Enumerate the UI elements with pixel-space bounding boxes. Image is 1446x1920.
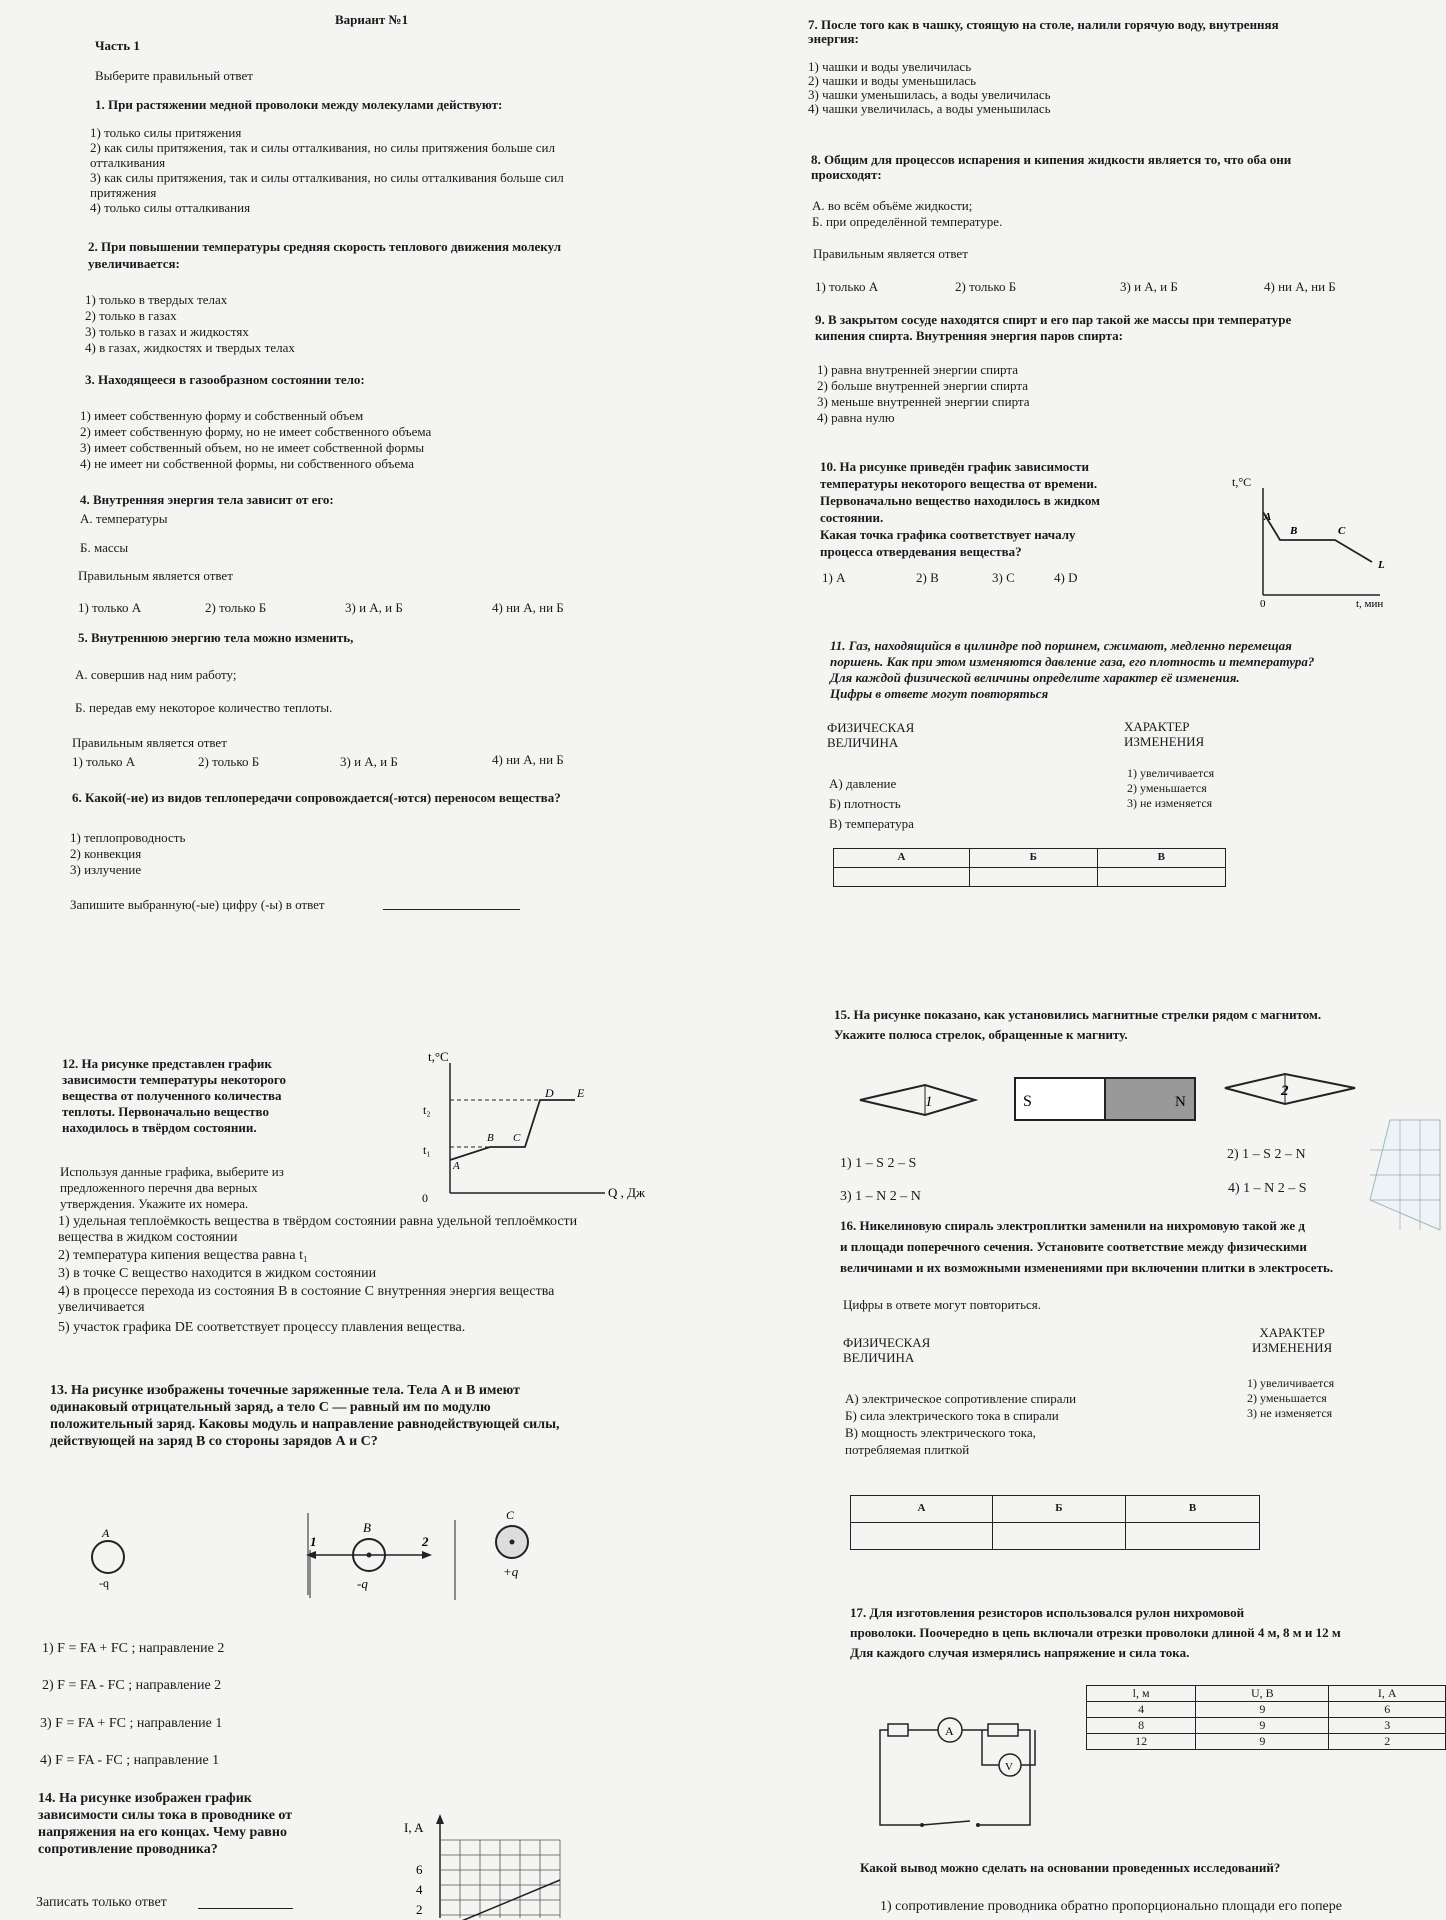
- q11-item: А) давление: [829, 776, 897, 791]
- q14-tick-6: 6: [416, 1862, 423, 1877]
- q10-text: [820, 458, 1100, 560]
- q9-option[interactable]: 2) больше внутренней энергии спирта: [817, 378, 1028, 393]
- table-row: [1087, 1734, 1446, 1750]
- q12-zero: 0: [422, 1191, 428, 1205]
- q1-title: 1. При растяжении медной проволоки между молекулами действуют:: [95, 97, 503, 112]
- q17-line: 17. Для изготовления резисторов использовался рулон нихромовой: [850, 1605, 1245, 1620]
- q1-option[interactable]: 1) только силы притяжения: [90, 125, 242, 140]
- q11-col1-header-line: ФИЗИЧЕСКАЯ: [827, 720, 915, 735]
- q10-answer-1[interactable]: 1) А: [822, 570, 846, 585]
- q1-option[interactable]: 2) как силы притяжения, так и силы отталкивания, но силы притяжения больше сил: [90, 140, 555, 155]
- q3-option[interactable]: 4) не имеет ни собственной формы, ни собственного объема: [80, 456, 415, 471]
- q12-pt-a: A: [453, 1160, 460, 1172]
- q16-line: 16. Никелиновую спираль электроплитки заменили на нихромовую такой же д: [840, 1218, 1306, 1233]
- q10-ylabel: t,°C: [1232, 475, 1252, 489]
- q17-data-table: [1086, 1685, 1446, 1750]
- q11-col2-header-line: ХАРАКТЕР: [1124, 719, 1190, 734]
- q14-text: [38, 1790, 292, 1858]
- q14-answer-line[interactable]: [198, 1908, 293, 1909]
- q5-answer-1[interactable]: 1) только А: [72, 754, 136, 769]
- q13-charge-bc-figure: [300, 1510, 560, 1610]
- q2-title-line: увеличивается:: [88, 256, 180, 271]
- q16-table-head-c: В: [1126, 1496, 1260, 1523]
- q6-write-label: Запишите выбранную(-ые) цифру (-ы) в ответ: [70, 897, 325, 912]
- q11-item: В) температура: [829, 816, 914, 831]
- q3-option[interactable]: 2) имеет собственную форму, но не имеет собственного объема: [80, 424, 432, 439]
- q12-use-line: утверждения. Укажите их номера.: [60, 1196, 249, 1211]
- q11-answer-table: [833, 848, 1226, 887]
- q12-pt-c: C: [513, 1132, 521, 1144]
- q1-option-cont: отталкивания: [90, 155, 166, 170]
- q14-tick-2: 2: [416, 1902, 423, 1917]
- q11-items: [829, 774, 914, 834]
- q1-option[interactable]: 3) как силы притяжения, так и силы отталкивания, но силы отталкивания больше сил: [90, 170, 564, 185]
- q16-answer-cell-b[interactable]: [992, 1523, 1125, 1550]
- q10-line: Какая точка графика соответствует началу: [820, 527, 1076, 542]
- q16-col1-header: [843, 1335, 930, 1365]
- q14-write-label: Записать только ответ: [36, 1895, 167, 1910]
- q16-answer-cell-a[interactable]: [851, 1523, 993, 1550]
- charge-c-q: +q: [503, 1564, 519, 1579]
- cell: 2: [1329, 1734, 1446, 1750]
- q12-t2: t₂: [423, 1103, 431, 1117]
- q11-change: 2) уменьшается: [1127, 781, 1207, 795]
- q8-answer-4[interactable]: 4) ни А, ни Б: [1264, 279, 1336, 294]
- q16-answer-cell-c[interactable]: [1126, 1523, 1260, 1550]
- q11-table-head-c: В: [1097, 849, 1225, 868]
- q16-item: Б) сила электрического тока в спирали: [845, 1408, 1059, 1423]
- q15-answer-2[interactable]: 2) 1 – S 2 – N: [1227, 1147, 1306, 1162]
- q13-text: [50, 1382, 560, 1450]
- q16-table-head-a: А: [851, 1496, 993, 1523]
- q11-table-head-a: А: [834, 849, 970, 868]
- q16-change: 3) не изменяется: [1247, 1406, 1333, 1420]
- q13-line: 13. На рисунке изображены точечные заряженные тела. Тела А и В имеют: [50, 1383, 521, 1398]
- q13-line: положительный заряд. Каковы модуль и направление равнодействующей силы,: [50, 1417, 560, 1432]
- q11-change: 1) увеличивается: [1127, 766, 1215, 780]
- q3-option[interactable]: 1) имеет собственную форму и собственный объем: [80, 408, 364, 423]
- q12-line: находилось в твёрдом состоянии.: [62, 1120, 257, 1135]
- magnet-s-label: S: [1023, 1093, 1032, 1110]
- q12-option[interactable]: 4) в процессе перехода из состояния В в состояние С внутренняя энергия вещества: [58, 1284, 555, 1299]
- q11-change: 3) не изменяется: [1127, 796, 1213, 810]
- q8-answer-3[interactable]: 3) и А, и Б: [1120, 279, 1178, 294]
- q8-title: [811, 152, 1291, 182]
- cell: 6: [1329, 1702, 1446, 1718]
- q11-line: 11. Газ, находящийся в цилиндре под поршнем, сжимают, медленно перемещая: [830, 638, 1292, 653]
- voltmeter-label: V: [1005, 1761, 1013, 1773]
- q17-head-i: I, А: [1329, 1686, 1446, 1702]
- magnet-n-label: N: [1175, 1094, 1186, 1110]
- q4-correct-label: Правильным является ответ: [78, 568, 233, 583]
- q17-question: Какой вывод можно сделать на основании проведенных исследований?: [860, 1860, 1281, 1875]
- q4-answer-4[interactable]: 4) ни А, ни Б: [492, 600, 564, 615]
- q16-col2-header: [1252, 1325, 1332, 1355]
- q6-title: 6. Какой(-ие) из видов теплопередачи сопровождается(-ются) переносом вещества?: [72, 790, 561, 805]
- q5-answer-2[interactable]: 2) только Б: [198, 754, 260, 769]
- cell: 9: [1196, 1734, 1329, 1750]
- q9-options: [817, 362, 1030, 426]
- q15-answer-3[interactable]: 3) 1 – N 2 – N: [840, 1189, 921, 1204]
- q16-items: [845, 1390, 1076, 1458]
- q10-zero: 0: [1260, 598, 1266, 610]
- q10-pt-l: L: [1378, 559, 1385, 571]
- q16-item: А) электрическое сопротивление спирали: [845, 1391, 1077, 1406]
- q13-line: одинаковый отрицательный заряд, а тело С — равный им по модулю: [50, 1400, 491, 1415]
- q8-title-line: 8. Общим для процессов испарения и кипения жидкости является то, что оба они: [811, 152, 1292, 167]
- q10-line: температуры некоторого вещества от времени.: [820, 476, 1098, 491]
- q11-answer-cell-c[interactable]: [1097, 868, 1225, 887]
- q14-line: напряжения на его концах. Чему равно: [38, 1825, 287, 1840]
- table-row: [1087, 1702, 1446, 1718]
- q10-answer-3[interactable]: 3) С: [992, 570, 1015, 585]
- q10-pt-b: B: [1290, 525, 1298, 537]
- q6-option[interactable]: 3) излучение: [70, 862, 142, 877]
- charge-a-q: -q: [99, 1576, 109, 1590]
- q12-xlabel: Q , Дж: [608, 1185, 645, 1200]
- q16-text: [840, 1215, 1440, 1278]
- q2-option[interactable]: 3) только в газах и жидкостях: [85, 324, 249, 339]
- q6-option[interactable]: 2) конвекция: [70, 846, 142, 861]
- q16-item: В) мощность электрического тока,: [845, 1425, 1036, 1440]
- q13-option-3[interactable]: 3) F = FA + FC ; направление 1: [40, 1716, 223, 1731]
- q14-tick-4: 4: [416, 1882, 423, 1897]
- q9-option[interactable]: 1) равна внутренней энергии спирта: [817, 362, 1018, 377]
- q10-pt-a: A: [1264, 511, 1272, 523]
- q12-option-cont: увеличивается: [58, 1300, 145, 1315]
- q2-option[interactable]: 2) только в газах: [85, 308, 177, 323]
- q15-text: [834, 1005, 1321, 1045]
- needle-1-label: 1: [925, 1094, 933, 1110]
- circuit-wire: [880, 1730, 1030, 1825]
- q4-option-b: Б. массы: [80, 540, 129, 555]
- q16-table-head-b: Б: [992, 1496, 1125, 1523]
- q11-col1-header-line: ВЕЛИЧИНА: [827, 735, 899, 750]
- q4-answer-1[interactable]: 1) только А: [78, 600, 142, 615]
- q12-option[interactable]: 1) удельная теплоёмкость вещества в твёрдом состоянии равна удельной теплоёмкости: [58, 1214, 578, 1229]
- q14-line: сопротивление проводника?: [38, 1842, 218, 1857]
- q6-options: [70, 830, 185, 878]
- q11-col2-header: [1124, 719, 1204, 749]
- table-row: [1087, 1718, 1446, 1734]
- q17-line: проволоки. Поочередно в цепь включали отрезки проволоки длиной 4 м, 8 м и 12 м: [850, 1625, 1341, 1640]
- q12-use-line: предложенного перечня два верных: [60, 1180, 258, 1195]
- cell: 8: [1087, 1718, 1196, 1734]
- resistor-2-icon: [988, 1724, 1018, 1736]
- q12-line: зависимости температуры некоторого: [62, 1072, 287, 1087]
- q9-title: [815, 312, 1291, 344]
- q10-line: процесса отвердевания вещества?: [820, 544, 1022, 559]
- q6-answer-line[interactable]: [383, 909, 520, 910]
- q7-option[interactable]: 1) чашки и воды увеличилась: [808, 59, 972, 74]
- q14-ylabel: I, A: [404, 1820, 424, 1835]
- q10-line: 10. На рисунке приведён график зависимости: [820, 459, 1089, 474]
- q2-option[interactable]: 1) только в твердых телах: [85, 292, 228, 307]
- q10-curve: [1263, 512, 1372, 562]
- q17-line: Для каждого случая измерялись напряжение и сила тока.: [850, 1645, 1190, 1660]
- q2-title: [88, 238, 561, 272]
- q12-text: [62, 1056, 362, 1136]
- q11-text: [830, 638, 1400, 702]
- q5-option-a: А. совершив над ним работу;: [75, 667, 237, 682]
- q7-option[interactable]: 4) чашки увеличилась, а воды уменьшилась: [808, 101, 1051, 116]
- q9-title-line: 9. В закрытом сосуде находятся спирт и его пар такой же массы при температуре: [815, 312, 1292, 327]
- q16-line: и площади поперечного сечения. Установите соответствие между физическими: [840, 1239, 1307, 1254]
- q11-table-head-b: Б: [969, 849, 1097, 868]
- q16-col2-header-line: ИЗМЕНЕНИЯ: [1252, 1340, 1333, 1355]
- q16-repeat-note: Цифры в ответе могут повториться.: [843, 1297, 1042, 1312]
- cell: 12: [1087, 1734, 1196, 1750]
- q12-option-cont: вещества в жидком состоянии: [58, 1230, 238, 1245]
- q7-option[interactable]: 3) чашки уменьшилась, а воды увеличилась: [808, 87, 1051, 102]
- q15-answer-1[interactable]: 1) 1 – S 2 – S: [840, 1156, 917, 1171]
- q4-option-a: А. температуры: [80, 511, 168, 526]
- charge-a-label: A: [102, 1526, 110, 1540]
- q5-answer-3[interactable]: 3) и А, и Б: [340, 754, 398, 769]
- q17-text: [850, 1603, 1440, 1663]
- part-title: Часть 1: [95, 38, 140, 53]
- q1-option-cont: притяжения: [90, 185, 157, 200]
- q12-t1: t₁: [423, 1143, 431, 1157]
- q7-title-line: 7. После того как в чашку, стоящую на столе, налили горячую воду, внутренняя: [808, 17, 1279, 32]
- q10-answer-4[interactable]: 4) D: [1054, 570, 1078, 585]
- q7-title-line: энергия:: [808, 31, 859, 46]
- q2-options: [85, 292, 295, 356]
- q16-changes: [1247, 1376, 1334, 1421]
- q3-title: 3. Находящееся в газообразном состоянии тело:: [85, 372, 365, 387]
- q3-options: [80, 408, 431, 472]
- q12-option[interactable]: 3) в точке С вещество находится в жидком состоянии: [58, 1266, 377, 1281]
- q14-line: 14. На рисунке изображен график: [38, 1791, 252, 1806]
- q17-option-1[interactable]: 1) сопротивление проводника обратно пропорционально площади его попере: [880, 1899, 1342, 1914]
- q11-answer-cell-b[interactable]: [969, 868, 1097, 887]
- q5-option-b: Б. передав ему некоторое количество теплоты.: [75, 700, 333, 715]
- q16-col2-header-line: ХАРАКТЕР: [1259, 1325, 1325, 1340]
- needle-2-icon: [1225, 1074, 1355, 1104]
- cell: 4: [1087, 1702, 1196, 1718]
- switch-contact-2: [976, 1823, 980, 1827]
- q12-option[interactable]: 2) температура кипения вещества равна t₁: [58, 1248, 308, 1263]
- charge-a-circle: [92, 1541, 124, 1573]
- q12-pt-e: E: [577, 1086, 585, 1100]
- q3-option[interactable]: 3) имеет собственный объем, но не имеет собственной формы: [80, 440, 425, 455]
- cell: 9: [1196, 1718, 1329, 1734]
- q5-title: 5. Внутреннюю энергию тела можно изменить,: [78, 630, 354, 645]
- needle-2-label: 2: [1281, 1083, 1289, 1099]
- direction-1-label: 1: [310, 1534, 317, 1549]
- q12-use: [60, 1164, 284, 1212]
- q11-answer-cell-a[interactable]: [834, 868, 970, 887]
- q12-graph: [395, 1045, 645, 1205]
- q13-arrow-right: [422, 1551, 432, 1559]
- graph-paper-corner: [1370, 1120, 1440, 1230]
- q16-change: 1) увеличивается: [1247, 1376, 1335, 1390]
- q14-y-arrow: [436, 1814, 444, 1824]
- q7-options: [808, 60, 1051, 116]
- q5-correct-label: Правильным является ответ: [72, 735, 227, 750]
- q8-title-line: происходят:: [811, 167, 882, 182]
- q11-line: поршень. Как при этом изменяются давление газа, его плотность и температура?: [830, 654, 1315, 669]
- q11-col2-header-line: ИЗМЕНЕНИЯ: [1124, 734, 1205, 749]
- q12-option[interactable]: 5) участок графика DE соответствует процессу плавления вещества.: [58, 1320, 466, 1335]
- q2-option[interactable]: 4) в газах, жидкостях и твердых телах: [85, 340, 295, 355]
- ammeter-label: A: [945, 1724, 954, 1738]
- q13-option-4[interactable]: 4) F = FA - FC ; направление 1: [40, 1753, 220, 1768]
- q11-line: Цифры в ответе могут повторяться: [830, 686, 1049, 701]
- q12-line: 12. На рисунке представлен график: [62, 1056, 272, 1071]
- q9-option[interactable]: 3) меньше внутренней энергии спирта: [817, 394, 1030, 409]
- q10-answer-2[interactable]: 2) В: [916, 570, 939, 585]
- q12-line: теплоты. Первоначально вещество: [62, 1104, 269, 1119]
- needle-1-icon: [860, 1085, 975, 1115]
- q13-option-2[interactable]: 2) F = FA - FC ; направление 2: [42, 1678, 222, 1693]
- q11-col1-header: [827, 720, 914, 750]
- q5-answer-4[interactable]: 4) ни А, ни Б: [492, 752, 564, 767]
- q17-circuit-diagram: [860, 1700, 1090, 1830]
- q16-line: величинами и их возможными изменениями при включении плитки в электросеть.: [840, 1260, 1334, 1275]
- q4-answer-3[interactable]: 3) и А, и Б: [345, 600, 403, 615]
- q16-col1-header-line: ВЕЛИЧИНА: [843, 1350, 915, 1365]
- q12-use-line: Используя данные графика, выберите из: [60, 1164, 284, 1179]
- q8-answer-1[interactable]: 1) только А: [815, 279, 879, 294]
- q16-change: 2) уменьшается: [1247, 1391, 1327, 1405]
- cell: 3: [1329, 1718, 1446, 1734]
- q7-option[interactable]: 2) чашки и воды уменьшилась: [808, 73, 977, 88]
- q14-grid: [440, 1840, 560, 1918]
- charge-b-label: B: [363, 1520, 371, 1535]
- direction-2-label: 2: [422, 1534, 429, 1549]
- q9-title-line: кипения спирта. Внутренняя энергия паров спирта:: [815, 328, 1123, 343]
- q15-line: 15. На рисунке показано, как установились магнитные стрелки рядом с магнитом.: [834, 1007, 1322, 1022]
- q17-head-u: U, В: [1196, 1686, 1329, 1702]
- q8-answer-2[interactable]: 2) только Б: [955, 279, 1017, 294]
- q10-xlabel: t, мин: [1356, 598, 1384, 610]
- q8-option-a: А. во всём объёме жидкости;: [812, 198, 973, 213]
- charge-b-dot: [367, 1553, 372, 1558]
- q2-title-line: 2. При повышении температуры средняя скорость теплового движения молекул: [88, 239, 562, 254]
- q8-ab: [812, 198, 1002, 230]
- q14-graph: [400, 1810, 570, 1920]
- q11-line: Для каждой физической величины определите характер её изменения.: [830, 670, 1240, 685]
- q12-options: [58, 1214, 678, 1336]
- q8-correct-label: Правильным является ответ: [813, 246, 968, 261]
- q15-line: Укажите полюса стрелок, обращенные к магниту.: [834, 1027, 1128, 1042]
- q15-answer-4[interactable]: 4) 1 – N 2 – S: [1228, 1181, 1307, 1196]
- q13-option-1[interactable]: 1) F = FA + FC ; направление 2: [42, 1641, 225, 1656]
- q10-pt-c: C: [1338, 525, 1346, 537]
- q6-option[interactable]: 1) теплопроводность: [70, 830, 186, 845]
- cell: 9: [1196, 1702, 1329, 1718]
- q13-arrow-left: [306, 1551, 316, 1559]
- q10-line: состоянии.: [820, 510, 884, 525]
- q14-line: зависимости силы тока в проводнике от: [38, 1808, 293, 1823]
- q1-options: [90, 125, 564, 215]
- q10-line: Первоначально вещество находилось в жидком: [820, 493, 1100, 508]
- q16-item: потребляемая плиткой: [845, 1442, 970, 1457]
- charge-c-dot: [510, 1540, 515, 1545]
- q10-graph: [1220, 470, 1390, 610]
- q12-pt-d: D: [545, 1086, 554, 1100]
- q17-head-l: l, м: [1087, 1686, 1196, 1702]
- q16-answer-table: [850, 1495, 1260, 1550]
- q12-pt-b: B: [487, 1132, 494, 1144]
- q12-line: вещества от полученного количества: [62, 1088, 282, 1103]
- q15-magnet-figure: [855, 1070, 1375, 1130]
- q9-option[interactable]: 4) равна нулю: [817, 410, 895, 425]
- q4-title: 4. Внутренняя энергия тела зависит от его:: [80, 492, 334, 507]
- instruction: Выберите правильный ответ: [95, 68, 253, 83]
- q12-curve: [450, 1100, 575, 1160]
- q8-option-b: Б. при определённой температуре.: [812, 214, 1003, 229]
- q16-col1-header-line: ФИЗИЧЕСКАЯ: [843, 1335, 931, 1350]
- charge-c-label: C: [506, 1508, 515, 1522]
- q11-item: Б) плотность: [829, 796, 901, 811]
- q12-ylabel: t,°C: [428, 1049, 449, 1064]
- q13-line: действующей на заряд В со стороны зарядов А и С?: [50, 1434, 378, 1449]
- q1-option[interactable]: 4) только силы отталкивания: [90, 200, 251, 215]
- variant-title: Вариант №1: [335, 12, 409, 27]
- q11-changes: [1127, 766, 1214, 811]
- q7-title: [808, 18, 1279, 46]
- charge-b-q: -q: [357, 1576, 368, 1591]
- resistor-1-icon: [888, 1724, 908, 1736]
- q4-answer-2[interactable]: 2) только Б: [205, 600, 267, 615]
